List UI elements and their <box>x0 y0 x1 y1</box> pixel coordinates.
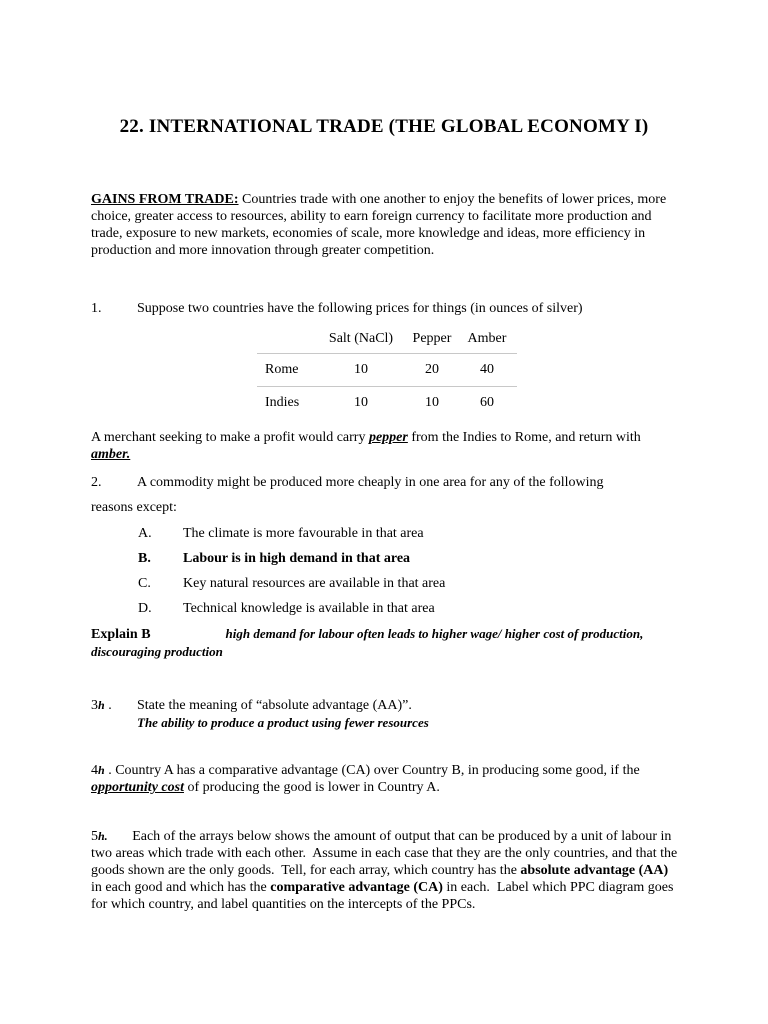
q5-number: 5 <box>91 829 98 844</box>
table-row <box>257 354 517 387</box>
q3-number-digit: 3 <box>91 698 98 713</box>
option-letter: C. <box>138 576 151 591</box>
q1-answer-pepper: pepper <box>368 430 408 445</box>
option-letter: D. <box>138 601 152 616</box>
q2-number: 2. <box>91 475 102 490</box>
q3-suffix: h <box>98 698 105 712</box>
q1-answer <box>91 429 681 463</box>
table-cell: Rome <box>257 354 315 387</box>
table-header-cell: Pepper <box>412 331 452 346</box>
q2-text-line1: A commodity might be produced more cheaply in one area for any of the following <box>137 475 604 490</box>
table-header-cell <box>257 331 315 354</box>
option-letter: B. <box>138 551 151 566</box>
table-cell: Indies <box>257 387 315 420</box>
q4-text: . Country A has a comparative advantage (CA) over Country B, in producing some good, if the <box>104 763 640 778</box>
price-table-header <box>257 331 517 354</box>
q5-bold-aa: absolute advantage (AA) <box>520 863 669 878</box>
q5-paragraph <box>91 828 681 913</box>
q5-text: Each of the arrays below shows the amount of output that can be produced by a unit of labour in two areas which trade with each other. Assume in each case that they are the only countries, and that the goods shown are the only goods. Tell, for each array, which country has the <box>91 829 681 878</box>
explain-text: high demand for labour often leads to higher wage/ higher cost of production, discouraging production <box>91 626 644 659</box>
q3-answer-text: The ability to produce a product using fewer resources <box>137 715 429 730</box>
table-cell: 10 <box>315 387 407 420</box>
option-text: Technical knowledge is available in that area <box>183 601 435 616</box>
table-cell: 20 <box>407 354 457 387</box>
q3-answer <box>137 714 697 731</box>
q2-text-line2: reasons except: <box>91 500 177 515</box>
page-title: 22. INTERNATIONAL TRADE (THE GLOBAL ECONOMY I) <box>119 116 649 137</box>
explain-label: Explain B <box>91 627 151 642</box>
q3-text: State the meaning of “absolute advantage (AA)”. <box>137 698 412 713</box>
option-letter: A. <box>138 526 152 541</box>
table-cell: 40 <box>457 354 517 387</box>
q5-suffix: h. <box>98 829 108 843</box>
price-table <box>257 331 517 419</box>
q1-number: 1. <box>91 301 102 316</box>
option-text: The climate is more favourable in that area <box>183 526 424 541</box>
q4-number: 4 <box>91 763 98 778</box>
q4-paragraph <box>91 762 681 796</box>
gains-heading: GAINS FROM TRADE: <box>91 192 239 207</box>
table-cell: 10 <box>315 354 407 387</box>
q5-text: in each. Label which PPC diagram goes for which country, and label quantities on the intercepts of the PPCs. <box>91 880 677 912</box>
table-header-cell: Amber <box>467 331 507 346</box>
q5-bold-ca: comparative advantage (CA) <box>270 880 443 895</box>
option-text: Labour is in high demand in that area <box>183 551 411 566</box>
table-cell: 60 <box>457 387 517 420</box>
q5-text: in each good and which has the <box>91 863 672 895</box>
q3-dot: . <box>104 698 112 713</box>
option-text: Key natural resources are available in that area <box>183 576 446 591</box>
q3-number <box>91 697 112 714</box>
q1-text: Suppose two countries have the following prices for things (in ounces of silver) <box>137 301 583 316</box>
q4-term: opportunity cost <box>91 780 184 795</box>
gains-body: Countries trade with one another to enjoy the benefits of lower prices, more choice, greater access to resources, ability to earn foreign currency to facilitate more production and trade, exposure to new markets, economies of scale, more knowledge and ideas, more efficiency in production and more innovation through greater competition. <box>91 192 667 258</box>
q1-answer-text: A merchant seeking to make a profit would carry <box>91 430 369 445</box>
q2-explain <box>91 625 681 660</box>
gains-paragraph <box>91 191 681 259</box>
table-header-cell: Salt (NaCl) <box>328 331 394 346</box>
table-cell: 10 <box>407 387 457 420</box>
table-row <box>257 387 517 420</box>
q4-text: of producing the good is lower in Country A. <box>183 780 440 795</box>
q1-answer-text: from the Indies to Rome, and return with <box>407 430 641 445</box>
q4-suffix: h <box>98 763 105 777</box>
q1-answer-amber: amber. <box>91 447 131 462</box>
